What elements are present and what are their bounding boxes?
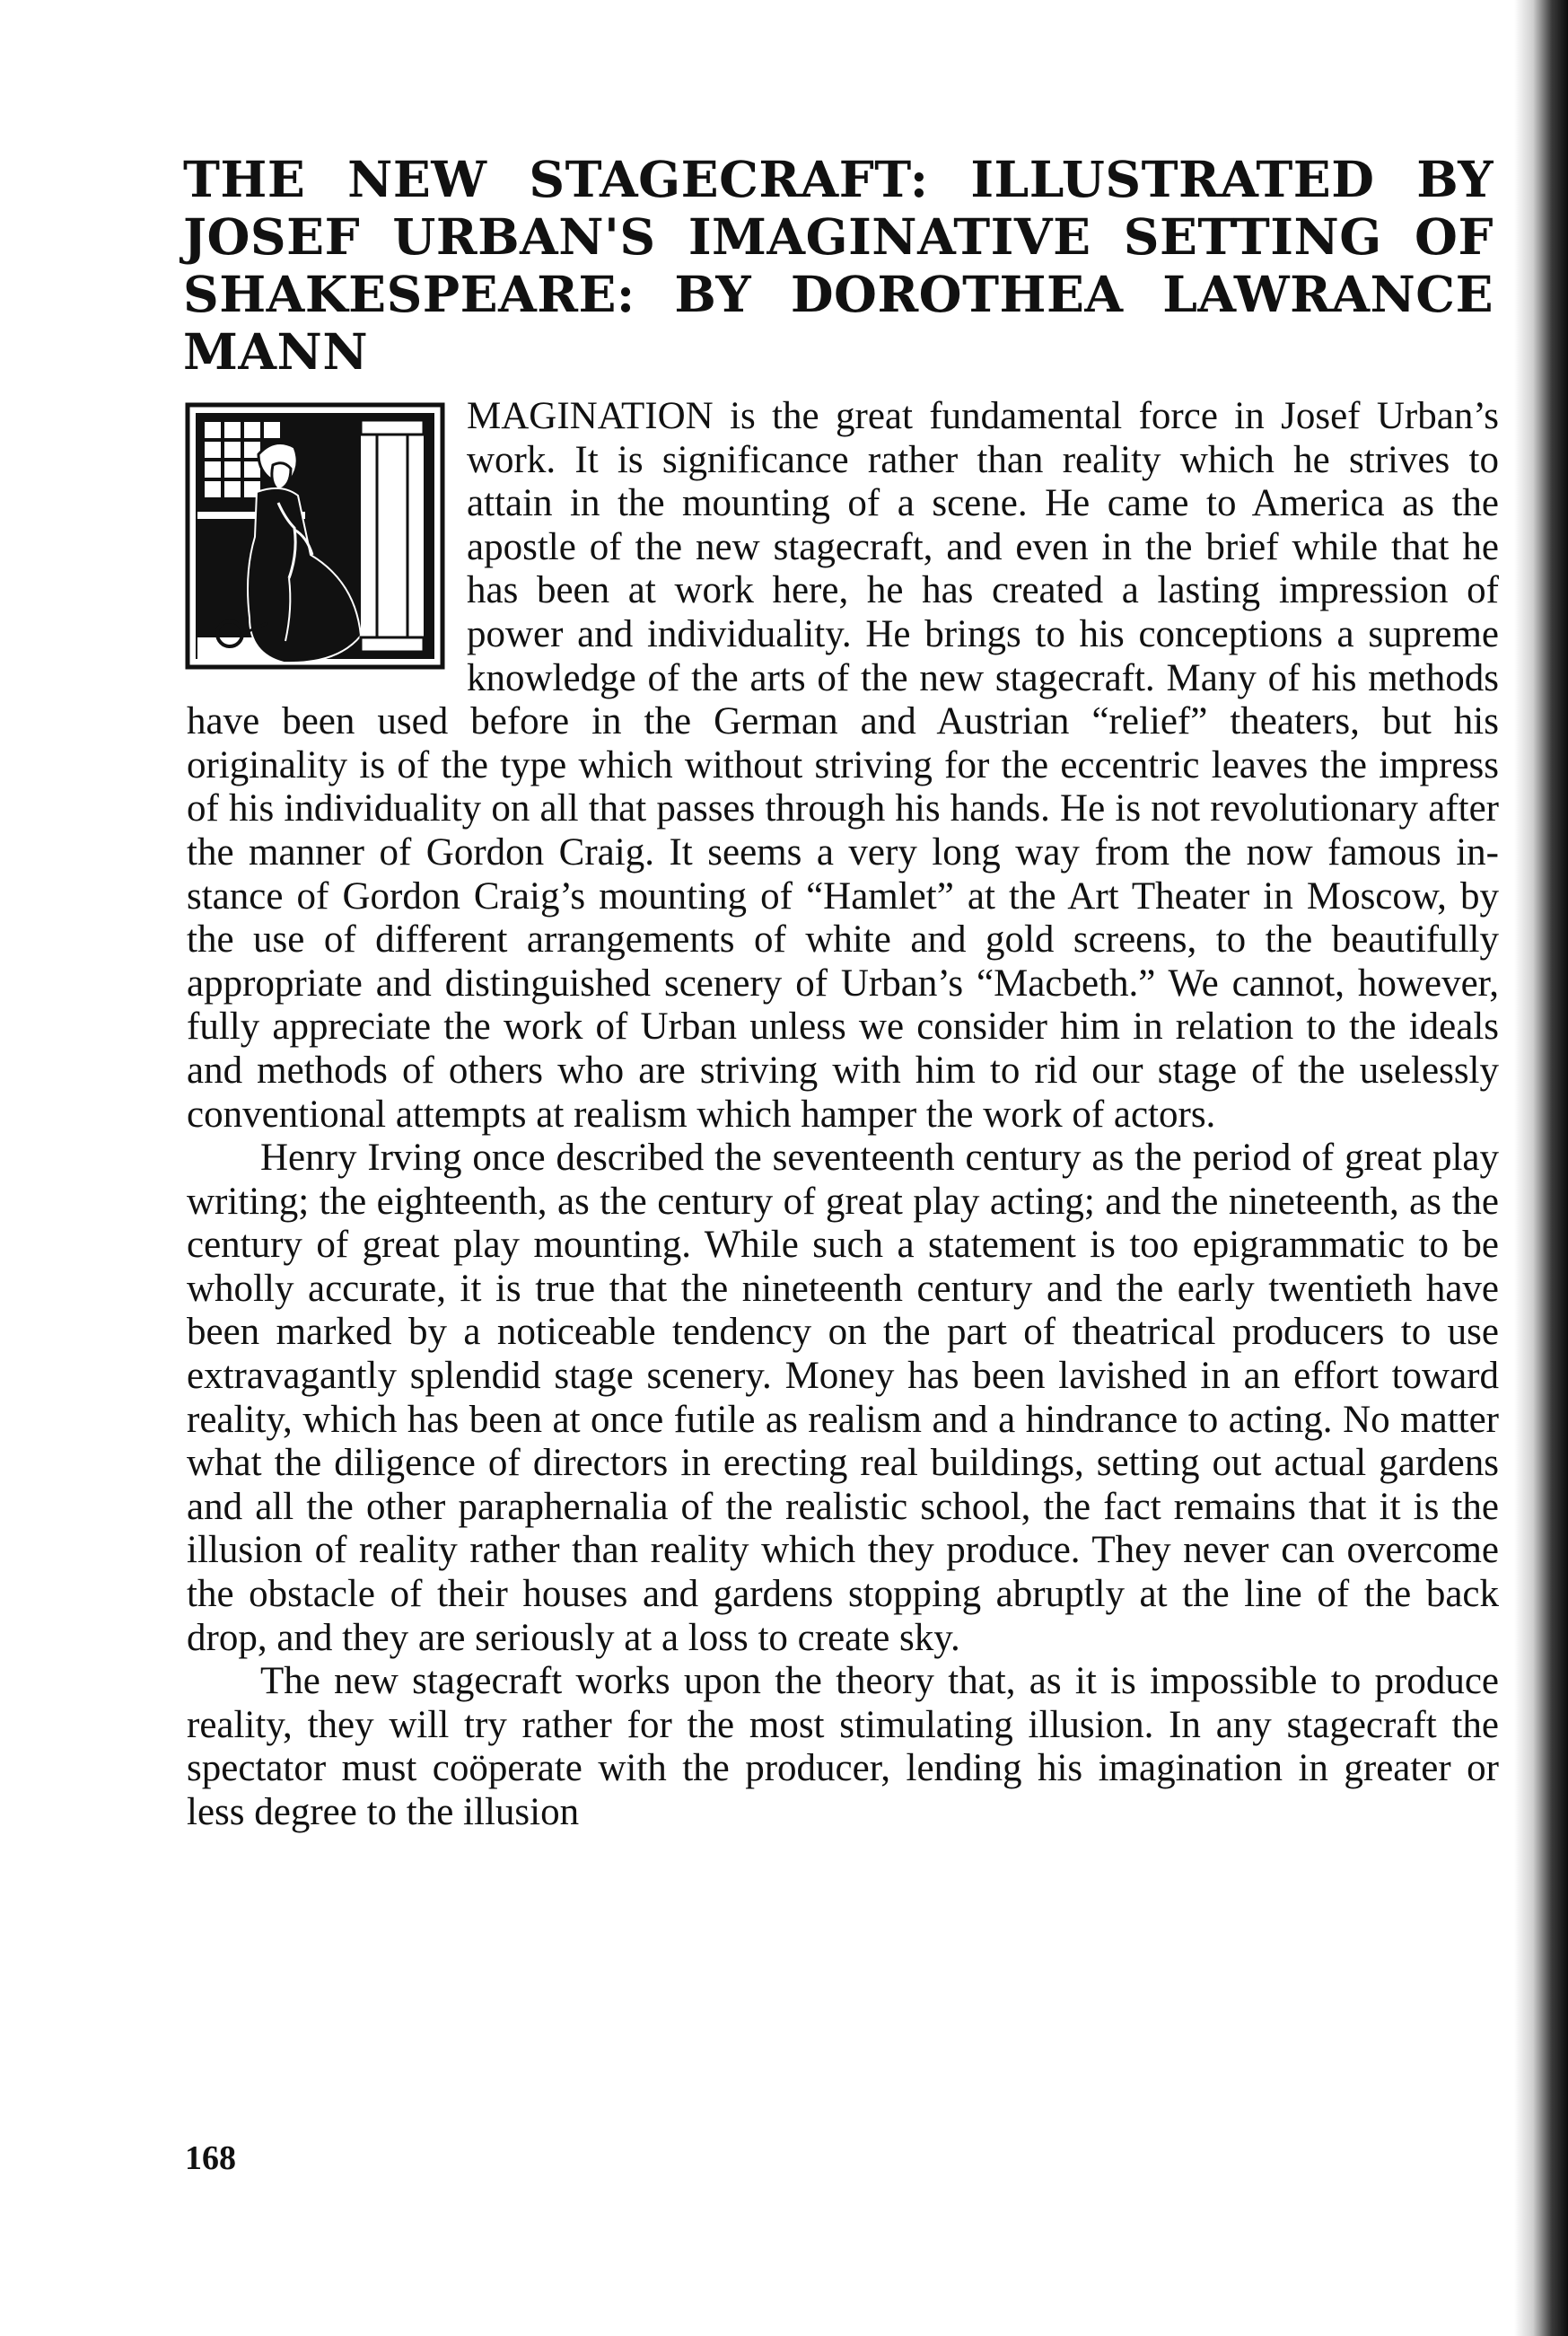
page-number: 168 (185, 2139, 236, 2177)
paragraph-2: Henry Irving once described the seventeenth century as the period of great play writing; the eighteenth, as the century of great play acting; and the nineteenth, as the century of great play mounting. While such a statement is too epigrammatic to be wholly accurate, it is true that the nineteenth century and the early twentieth have been marked by a noticeable tendency on the part of theatrical producers to use extravagantly splendid stage scenery. Money has been lavished in an effort toward reality, which has been at once futile as realism and a hindrance to acting. No matter what the diligence of directors in erecting real buildings, setting out actual gardens and all the other paraphernalia of the realistic school, the fact remains that it is the illusion of reality rather than reality which they produce. They never can overcome the obstacle of their houses and gardens stopping abruptly at the line of the back drop, and they are seriously at a loss to create sky. (187, 1137, 1499, 1659)
article-title: THE NEW STAGECRAFT: ILLUSTRATED BY JOSEF URBAN'S IMAGINATIVE SETTING OF SHAKESPEARE: BY DOROTHEA LAWRANCE MANN (183, 150, 1494, 381)
article-body (187, 395, 1499, 1835)
paragraph-1: MAGINATION is the great fundamental force in Josef Urban’s work. It is significance rather than reality which he strives to attain in the mounting of a scene. He came to America as the apostle of the new stagecraft, and even in the brief while that he has been at work here, he has created a lasting impression of power and individuality. He brings to his conceptions a supreme knowledge of the arts of the new stagecraft. Many of his methods have been used before in the German and Austrian “relief” theaters, but his originality is of the type which without striving for the eccentric leaves the impress of his individuality on all that passes through his hands. He is not revolutionary after the manner of Gordon Craig. It seems a very long way from the now famous instance of Gordon Craig’s mounting of “Hamlet” at the Art Theater in Moscow, by the use of different arrangements of white and gold screens, to the beautifully appropriate and distinguished scenery of Urban’s “Macbeth.” We cannot, however, fully appreciate the work of Urban unless we consider him in relation to the ideals and methods of others who are striving with him to rid our stage of the uselessly conventional attempts at realism which hamper the work of actors. (187, 395, 1499, 1136)
illustrated-drop-cap (185, 402, 445, 670)
book-gutter-shadow (1514, 0, 1568, 2336)
paragraph-3: The new stagecraft works upon the theory that, as it is impossible to produce reality, they will try rather for the most stimulating illusion. In any stagecraft the spectator must coöperate with the producer, lending his imagination in greater or less degree to the illusion (187, 1660, 1499, 1833)
drop-cap-woodcut-image (185, 402, 445, 670)
